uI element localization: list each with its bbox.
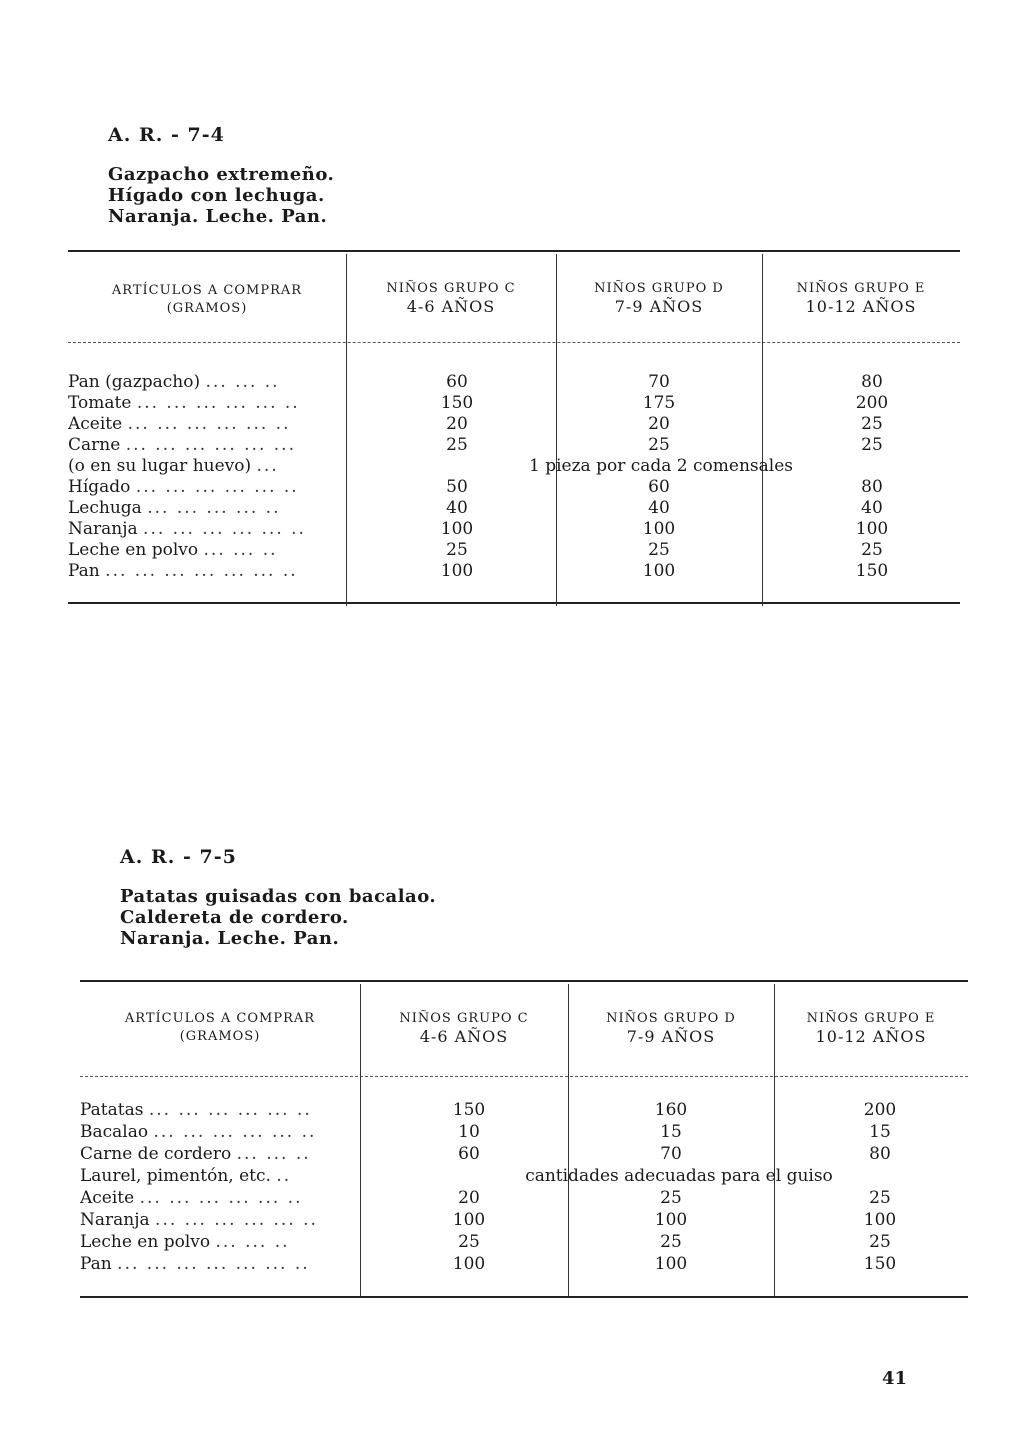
table-row: Pan ... ... ... ... ... ... .. 100 100 150 bbox=[68, 561, 889, 581]
menu-header-7-5 bbox=[120, 846, 436, 949]
table-row: Aceite ... ... ... ... ... .. 20 25 25 bbox=[80, 1188, 891, 1208]
header-group-e: NIÑOS GRUPO E 10-12 AÑOS bbox=[796, 281, 926, 316]
table-row: Laurel, pimentón, etc. .. cantidades adecuadas para el guiso bbox=[80, 1166, 968, 1187]
table-header-rule bbox=[80, 1076, 968, 1077]
header-group-c: NIÑOS GRUPO C 4-6 AÑOS bbox=[386, 281, 516, 316]
table-bottom-rule bbox=[80, 1296, 968, 1298]
table-top-rule bbox=[68, 250, 960, 252]
menu-code: A. R. - 7-5 bbox=[120, 846, 237, 868]
page-number: 41 bbox=[882, 1368, 908, 1389]
table-row: Patatas ... ... ... ... ... .. 150 160 200 bbox=[80, 1100, 897, 1120]
table-row: Aceite ... ... ... ... ... .. 20 20 25 bbox=[68, 414, 883, 434]
header-articles: ARTÍCULOS A COMPRAR (GRAMOS) bbox=[124, 1011, 316, 1044]
header-articles: ARTÍCULOS A COMPRAR (GRAMOS) bbox=[111, 283, 303, 316]
table-row: Leche en polvo ... ... .. 25 25 25 bbox=[80, 1232, 891, 1252]
menu-code: A. R. - 7-4 bbox=[108, 124, 225, 146]
menu-header-7-4 bbox=[108, 124, 334, 227]
table-bottom-rule bbox=[68, 602, 960, 604]
table-row: Lechuga ... ... ... ... .. 40 40 40 bbox=[68, 498, 883, 518]
span-note: 1 pieza por cada 2 comensales bbox=[528, 456, 793, 476]
table-row: Bacalao ... ... ... ... ... .. 10 15 15 bbox=[80, 1122, 891, 1142]
menu-dish: Naranja. Leche. Pan. bbox=[120, 928, 340, 949]
table-row: Carne de cordero ... ... .. 60 70 80 bbox=[80, 1144, 891, 1164]
menu-dish: Naranja. Leche. Pan. bbox=[108, 206, 328, 227]
header-group-d: NIÑOS GRUPO D 7-9 AÑOS bbox=[594, 281, 724, 316]
table-row: (o en su lugar huevo) ... 1 pieza por cada 2 comensales bbox=[68, 456, 960, 477]
menu-dishes bbox=[120, 886, 436, 949]
header-group-e: NIÑOS GRUPO E 10-12 AÑOS bbox=[806, 1011, 936, 1046]
table-row: Pan (gazpacho) ... ... .. 60 70 80 bbox=[68, 372, 883, 392]
table-row: Pan ... ... ... ... ... ... .. 100 100 150 bbox=[80, 1254, 897, 1274]
header-group-d: NIÑOS GRUPO D 7-9 AÑOS bbox=[606, 1011, 736, 1046]
table-row: Naranja ... ... ... ... ... .. 100 100 100 bbox=[80, 1210, 897, 1230]
span-note: cantidades adecuadas para el guiso bbox=[525, 1166, 833, 1186]
shopping-table-7-4 bbox=[68, 250, 960, 610]
header-group-c: NIÑOS GRUPO C 4-6 AÑOS bbox=[399, 1011, 529, 1046]
menu-dish: Patatas guisadas con bacalao. bbox=[120, 886, 437, 907]
table-row: Carne ... ... ... ... ... ... 25 25 25 bbox=[68, 435, 883, 455]
table-header-rule bbox=[68, 342, 960, 343]
table-row: Naranja ... ... ... ... ... .. 100 100 100 bbox=[68, 519, 889, 539]
table-row: Tomate ... ... ... ... ... .. 150 175 200 bbox=[68, 393, 889, 413]
menu-dish: Caldereta de cordero. bbox=[120, 907, 349, 928]
menu-dish: Hígado con lechuga. bbox=[108, 185, 325, 206]
shopping-table-7-5 bbox=[80, 980, 968, 1300]
menu-dish: Gazpacho extremeño. bbox=[108, 164, 335, 185]
table-row: Hígado ... ... ... ... ... .. 50 60 80 bbox=[68, 477, 883, 497]
table-row: Leche en polvo ... ... .. 25 25 25 bbox=[68, 540, 883, 560]
menu-dishes bbox=[108, 164, 334, 227]
table-top-rule bbox=[80, 980, 968, 982]
